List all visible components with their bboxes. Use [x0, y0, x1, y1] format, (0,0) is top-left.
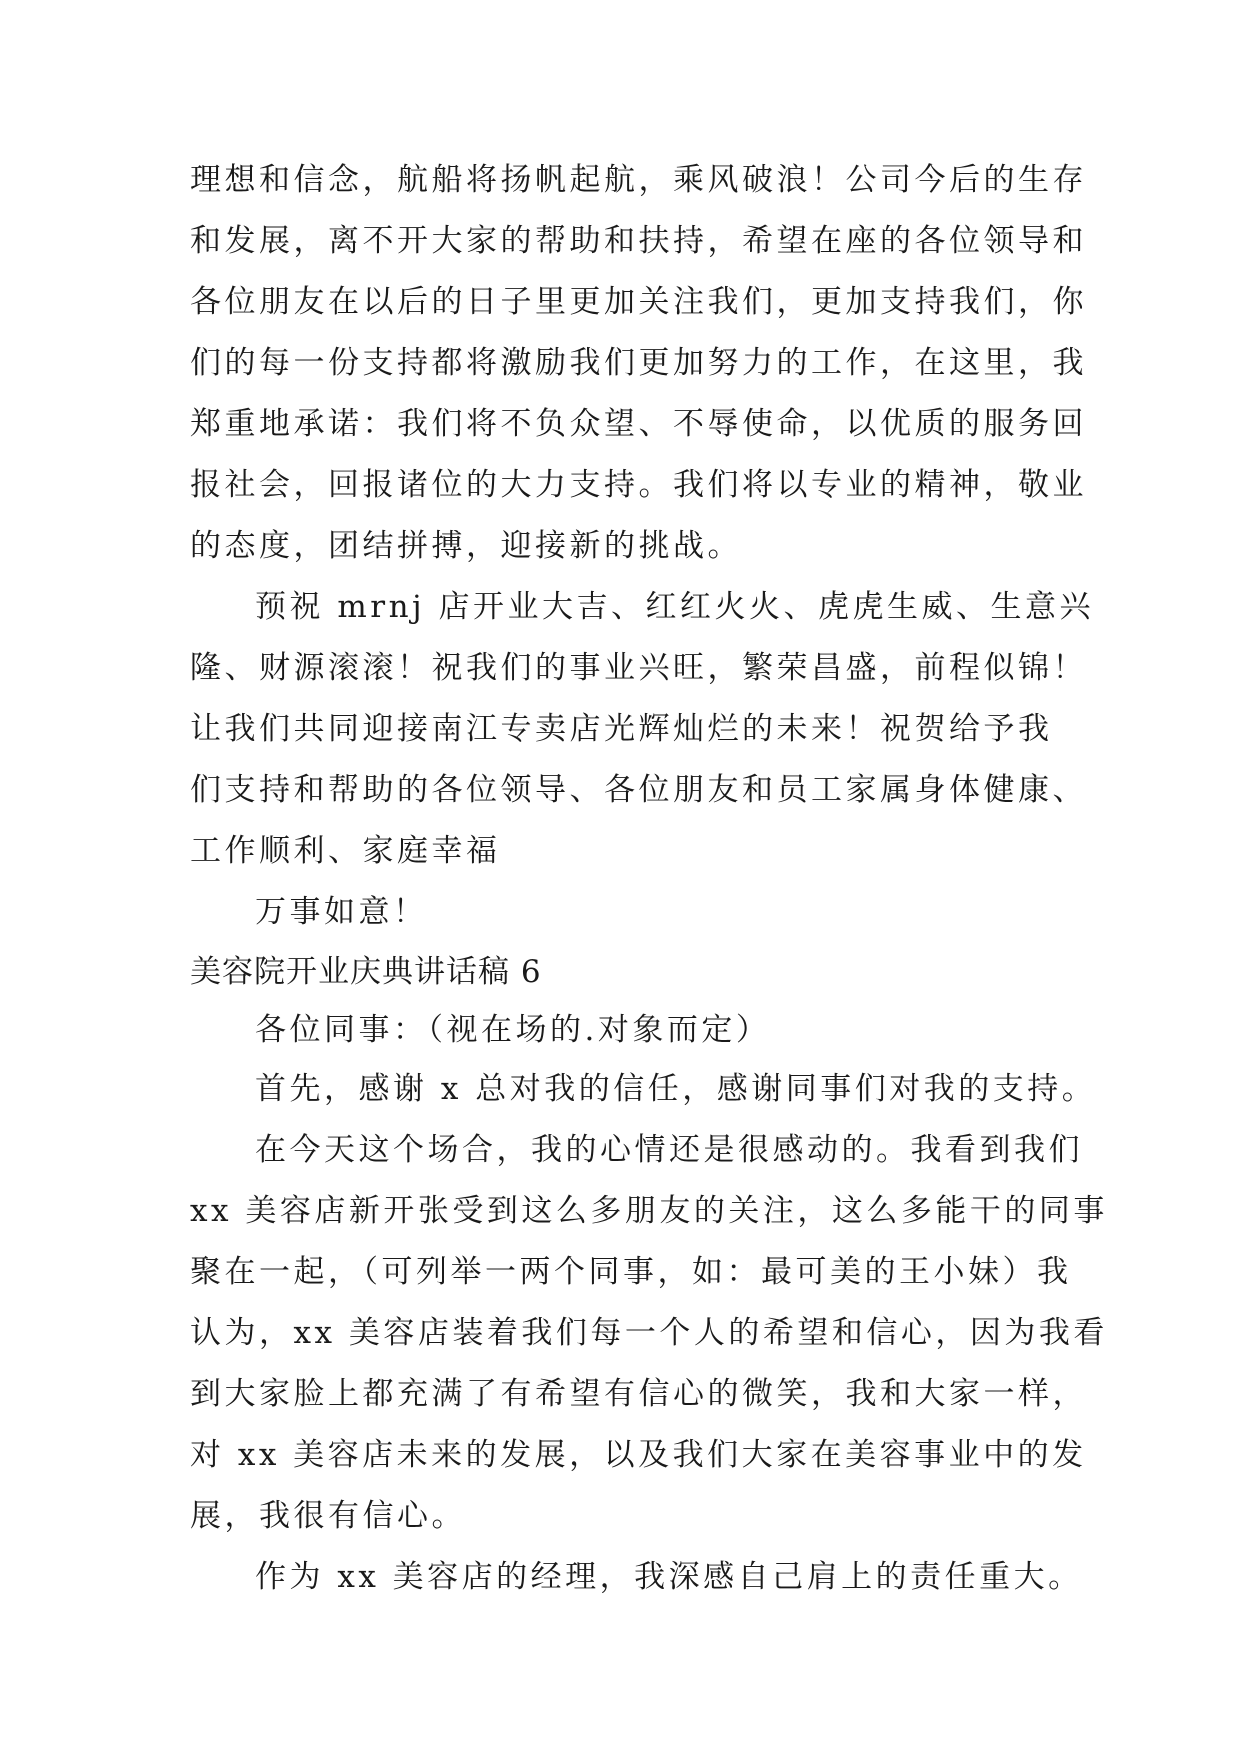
salutation-line: 各位同事：（视在场的.对象而定） [255, 1012, 771, 1048]
text-line: xx 美容店新开张受到这么多朋友的关注，这么多能干的同事 [190, 1193, 1108, 1229]
paragraph-start-line: 首先，感谢 x 总对我的信任，感谢同事们对我的支持。 [255, 1071, 1097, 1107]
section-title: 美容院开业庆典讲话稿 6 [190, 954, 542, 990]
text-line: 展，我很有信心。 [190, 1498, 466, 1534]
text-line: 们支持和帮助的各位领导、各位朋友和员工家属身体健康、 [190, 772, 1087, 808]
text-line: 认为，xx 美容店装着我们每一个人的希望和信心，因为我看 [190, 1315, 1108, 1351]
text-line: 郑重地承诺：我们将不负众望、不辱使命，以优质的服务回 [190, 406, 1087, 442]
text-line: 报社会，回报诸位的大力支持。我们将以专业的精神，敬业 [190, 467, 1087, 503]
paragraph-start-line: 预祝 mrnj 店开业大吉、红红火火、虎虎生威、生意兴 [255, 589, 1094, 625]
closing-line: 万事如意！ [255, 894, 428, 930]
text-line: 工作顺利、家庭幸福 [190, 833, 501, 869]
text-line: 各位朋友在以后的日子里更加关注我们，更加支持我们，你 [190, 284, 1087, 320]
text-line: 们的每一份支持都将激励我们更加努力的工作，在这里，我 [190, 345, 1087, 381]
text-line: 聚在一起，（可列举一两个同事，如：最可美的王小妹）我 [190, 1254, 1072, 1290]
document-body [190, 150, 1108, 1608]
text-line: 和发展，离不开大家的帮助和扶持，希望在座的各位领导和 [190, 223, 1087, 259]
text-line: 对 xx 美容店未来的发展，以及我们大家在美容事业中的发 [190, 1437, 1087, 1473]
text-line: 隆、财源滚滚！祝我们的事业兴旺，繁荣昌盛，前程似锦！ [190, 650, 1087, 686]
text-line: 理想和信念，航船将扬帆起航，乘风破浪！公司今后的生存 [190, 162, 1087, 198]
paragraph-start-line: 在今天这个场合，我的心情还是很感动的。我看到我们 [255, 1132, 1083, 1168]
text-line: 的态度，团结拼搏，迎接新的挑战。 [190, 528, 742, 564]
paragraph-start-line: 作为 xx 美容店的经理，我深感自己肩上的责任重大。 [255, 1559, 1083, 1595]
text-line: 到大家脸上都充满了有希望有信心的微笑，我和大家一样， [190, 1376, 1087, 1412]
text-line: 让我们共同迎接南江专卖店光辉灿烂的未来！祝贺给予我 [190, 711, 1053, 747]
